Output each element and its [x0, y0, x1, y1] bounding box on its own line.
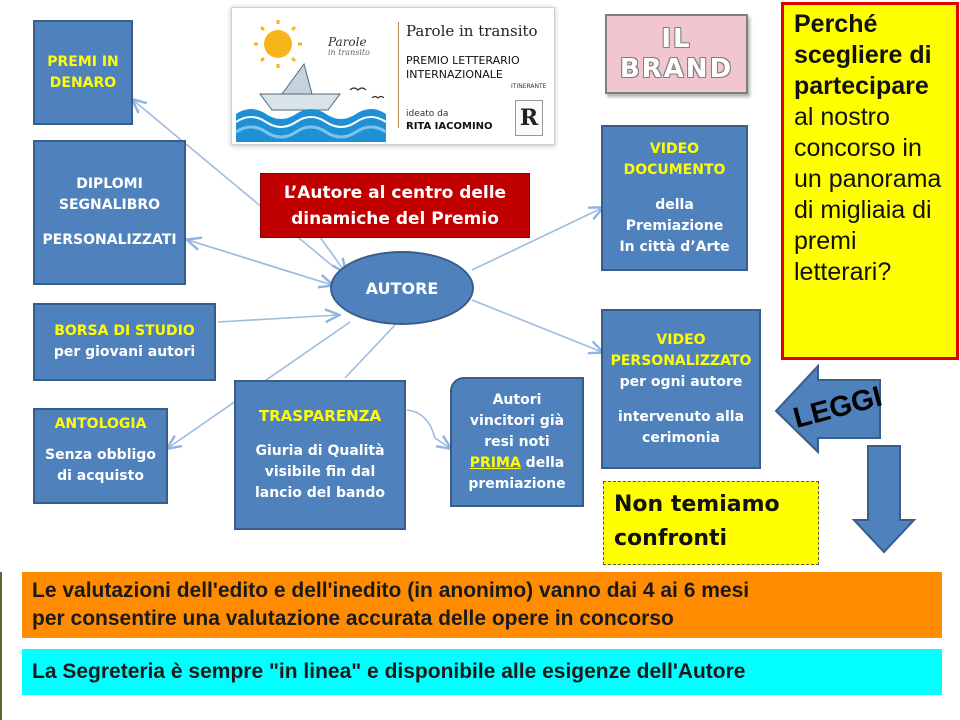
logo-line3: ITINERANTE [511, 83, 547, 90]
banner-line2: dinamiche del Premio [291, 208, 499, 229]
logo-script-title: Parole [328, 35, 367, 49]
antologia-l1: ANTOLOGIA [54, 416, 147, 432]
video-pers-l2: PERSONALIZZATO [610, 352, 752, 369]
autore-node: AUTORE [330, 251, 474, 325]
question-l5: premi [794, 227, 857, 255]
logo-subtitle [406, 54, 520, 82]
down-pointing-arrow [854, 446, 914, 552]
question-bold1: Perché [794, 10, 878, 38]
diplomi-l3: PERSONALIZZATI [42, 232, 177, 248]
autore-banner [260, 173, 530, 238]
premi-l1: PREMI IN [47, 54, 119, 70]
parole-in-transito-logo [231, 7, 555, 145]
question-l2: concorso in [794, 134, 922, 162]
logo-line2: INTERNAZIONALE [406, 68, 503, 81]
autori-della: della [520, 454, 565, 471]
segreteria-band: La Segreteria è sempre "in linea" e disponibile alle esigenze dell'Autore [22, 649, 942, 695]
video-pers-l5: cerimonia [642, 429, 720, 446]
video-pers-l4: intervenuto alla [617, 408, 745, 425]
question-l3: un panorama [794, 165, 942, 193]
autori-l1: Autori [492, 391, 542, 408]
video-pers-l3: per ogni autore [619, 373, 743, 390]
leggi-label: LEGGI [790, 380, 886, 435]
arrow-borsa-autore [218, 315, 338, 322]
box-premi [33, 20, 133, 125]
box-video-documento [601, 125, 748, 271]
valutazioni-band [22, 572, 942, 638]
antologia-l2: Senza obbligo [45, 447, 156, 463]
logo-title: Parole in transito [406, 22, 538, 40]
box-diplomi [33, 140, 186, 285]
arrow-to-video-pers [472, 300, 602, 352]
logo-monogram: R [515, 100, 543, 136]
question-bold3: partecipare [794, 72, 929, 100]
trasparenza-l3: visibile fin dal [264, 464, 376, 480]
banner-line1: L’Autore al centro delle [283, 182, 507, 203]
antologia-l3: di acquisto [57, 468, 144, 484]
video-doc-l5: In città d’Arte [619, 238, 730, 255]
autori-l2: vincitori già [469, 412, 565, 429]
brand-line2: BRAND [619, 54, 734, 84]
autori-l3: resi noti [484, 433, 550, 450]
diplomi-l2: SEGNALIBRO [58, 197, 161, 213]
boat-sun-illustration [232, 8, 397, 144]
arrow-trasparenza-autori [407, 410, 450, 448]
autori-l4 [452, 453, 582, 474]
box-borsa [33, 303, 216, 381]
box-video-personalizzato [601, 309, 761, 469]
trasparenza-l4: lancio del bando [254, 485, 386, 501]
box-trasparenza [234, 380, 406, 530]
autori-l5: premiazione [468, 475, 566, 492]
video-doc-l3: della [655, 196, 694, 213]
sun-icon [264, 30, 292, 58]
question-l1: al nostro [794, 103, 890, 131]
box-autori-vincitori [450, 377, 584, 507]
autori-prima: PRIMA [469, 454, 521, 471]
video-doc-l2: DOCUMENTO [623, 161, 726, 178]
logo-author: RITA IACOMINO [406, 121, 493, 132]
orange-line1: Le valutazioni dell'edito e dell'inedito (in anonimo) vanno dai 4 ai 6 mesi [32, 579, 750, 602]
left-edge-strip [0, 572, 2, 720]
premi-l2: DENARO [49, 75, 117, 91]
brand-line1: IL [661, 24, 692, 54]
logo-line1: PREMIO LETTERARIO [406, 54, 520, 67]
borsa-l1: BORSA DI STUDIO [54, 323, 195, 339]
borsa-l2: per giovani autori [53, 344, 196, 360]
trasparenza-l2: Giuria di Qualità [255, 443, 385, 459]
orange-line2: per consentire una valutazione accurata delle opere in concorso [32, 607, 674, 630]
line-trasparenza [345, 325, 395, 378]
diplomi-l1: DIPLOMI [76, 176, 143, 192]
nontem-l1: Non temiamo [614, 492, 780, 517]
question-l6: letterari? [794, 258, 892, 286]
paper-boat-icon [260, 94, 340, 110]
logo-ideato: ideato da [406, 109, 449, 119]
logo-script-sub: in transito [328, 48, 370, 57]
non-temiamo-confronti [603, 481, 819, 565]
trasparenza-l1: TRASPARENZA [258, 407, 382, 425]
video-pers-l1: VIDEO [656, 331, 706, 348]
video-doc-l4: Premiazione [625, 217, 724, 234]
video-doc-l1: VIDEO [649, 140, 700, 157]
nontem-l2: confronti [614, 526, 728, 551]
question-bold2: scegliere di [794, 41, 932, 69]
logo-divider [398, 22, 399, 128]
brand-label [605, 14, 748, 94]
question-l4: di migliaia di [794, 196, 932, 224]
question-callout [781, 2, 959, 360]
box-antologia [33, 408, 168, 504]
